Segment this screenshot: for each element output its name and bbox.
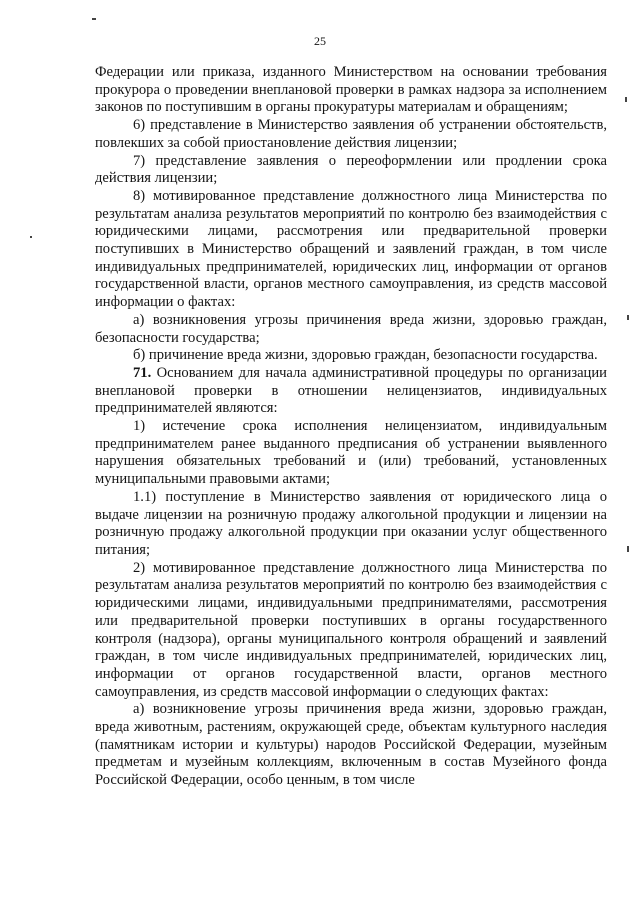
- paragraph: 2) мотивированное представление должностного лица Министерства по результатам анализа результатов мероприятий по контролю без взаимодействия с юридическими лицами, индивидуальными предпринимателями, рассмотрения или предварительной проверки поступивших в органы государственного контроля (надзора), органы муниципального контроля обращений и заявлений граждан, в том числе индивидуальных предпринимателей, юридических лиц, информации от органов государственной власти, органов местного самоуправления, из средств массовой информации о следующих фактах:: [95, 559, 607, 700]
- scan-speck: [92, 18, 96, 20]
- paragraph: Федерации или приказа, изданного Министерством на основании требования прокурора о проведении внеплановой проверки в рамках надзора за исполнением законов по поступившим в органы прокуратуры материалам и обращениям;: [95, 64, 607, 116]
- scan-speck: [30, 236, 32, 238]
- clause-number: 71.: [133, 364, 152, 381]
- paragraph: а) возникновения угрозы причинения вреда жизни, здоровью граждан, безопасности государства;: [95, 311, 607, 346]
- paragraph: 1) истечение срока исполнения нелицензиатом, индивидуальным предпринимателем ранее выданного предписания об устранении выявленного нарушения обязательных требований и (или) требований, установленных муниципальными правовыми актами;: [95, 418, 607, 488]
- paragraph: 8) мотивированное представление должностного лица Министерства по результатам анализа результатов мероприятий по контролю без взаимодействия с юридическими лицами, рассмотрения или предварительной проверки поступивших в Министерство обращений и заявлений граждан, в том числе индивидуальных предпринимателей, юридических лиц, информации от органов государственной власти, органов местного самоуправления, из средств массовой информации о фактах:: [95, 187, 607, 311]
- paragraph: 6) представление в Министерство заявления об устранении обстоятельств, повлекших за собой приостановление действия лицензии;: [95, 117, 607, 151]
- paragraph: 7) представление заявления о переоформлении или продлении срока действия лицензии;: [95, 152, 607, 187]
- page-number: 25: [314, 34, 326, 48]
- paragraph: б) причинение вреда жизни, здоровью граждан, безопасности государства.: [133, 347, 598, 364]
- paragraph: 1.1) поступление в Министерство заявления от юридического лица о выдаче лицензии на розничную продажу алкогольной продукции и лицензии на розничную продажу алкогольной продукции при оказании услуг общественного питания;: [95, 488, 607, 558]
- paragraph: а) возникновение угрозы причинения вреда жизни, здоровью граждан, вреда животным, растениям, окружающей среде, объектам культурного наследия (памятникам истории и культуры) народов Российской Федерации, музейным предметам и музейным коллекциям, включенным в состав Музейного фонда Российской Федерации, особо ценным, в том числе: [95, 701, 607, 789]
- scan-speck: [627, 315, 629, 320]
- scan-speck: [627, 546, 629, 552]
- paragraph: 71. Основанием для начала административной процедуры по организации внеплановой проверки в отношении нелицензиатов, индивидуальных предпринимателей являются:: [95, 364, 607, 417]
- scan-speck: [625, 97, 627, 102]
- document-body: [95, 64, 607, 790]
